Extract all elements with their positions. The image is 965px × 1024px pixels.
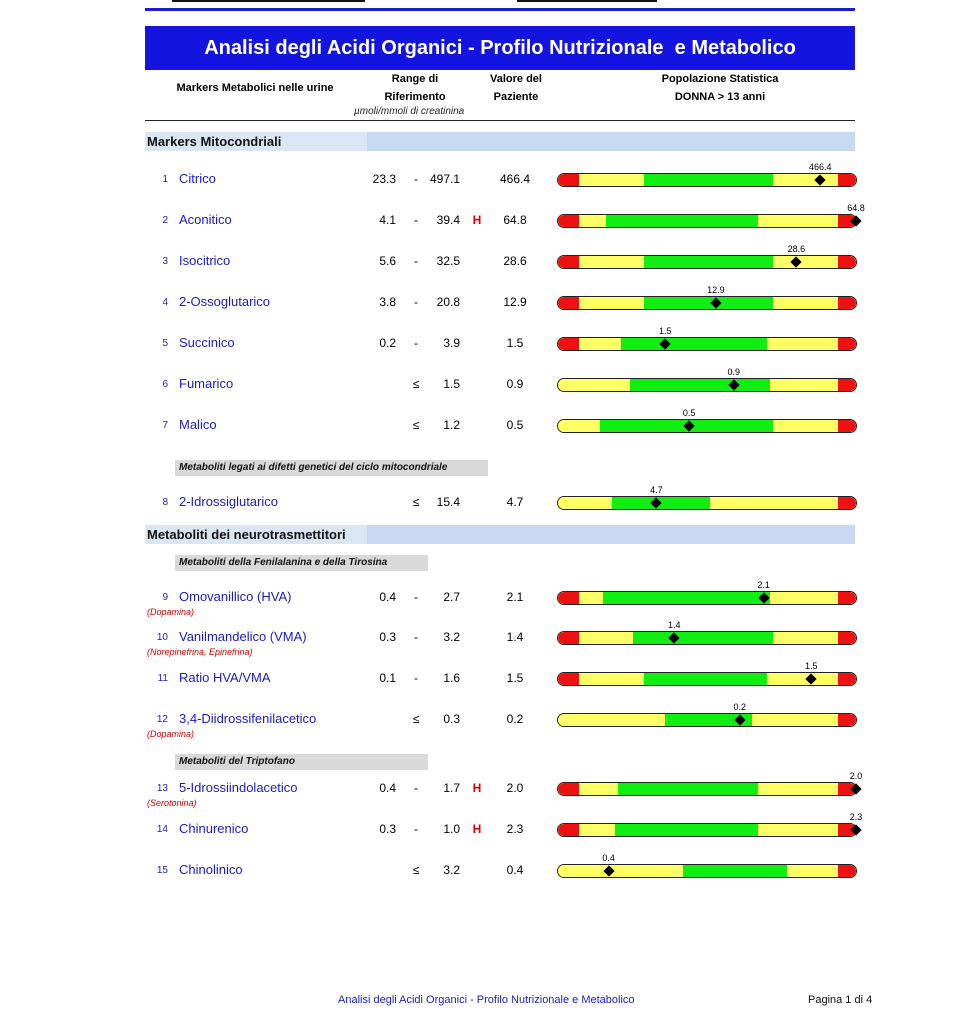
band-red-low — [558, 673, 579, 685]
patient-value: 466.4 — [499, 172, 531, 186]
section-mitocondriali — [145, 132, 855, 151]
range-high: 1.2 — [443, 418, 460, 432]
range-low: 0.4 — [379, 781, 396, 795]
band-red-low — [558, 297, 579, 309]
range-separator: ≤ — [412, 863, 420, 877]
population-bar — [557, 661, 857, 686]
marker-number: 6 — [162, 379, 168, 390]
band-red-low — [558, 824, 579, 836]
band-red-low — [558, 338, 579, 350]
band-red-high — [838, 297, 856, 309]
band-red-low — [558, 592, 579, 604]
section-neurotrasmettitori-label: Metaboliti dei neurotrasmettitori — [145, 525, 367, 544]
marker-note: (Norepinefrina, Epinefrina) — [147, 647, 253, 657]
band-red-high — [838, 497, 856, 509]
patient-value: 4.7 — [506, 495, 524, 509]
patient-value: 2.3 — [506, 822, 524, 836]
marker-name: Isocitrico — [179, 253, 231, 268]
range-low: 0.3 — [379, 630, 396, 644]
patient-marker-label: 1.5 — [659, 326, 672, 336]
range-high: 1.7 — [443, 781, 460, 795]
patient-value: 64.8 — [503, 213, 527, 227]
subsection-fenilalanina-tirosina: Metaboliti della Fenilalanina e della Tirosina — [175, 555, 428, 571]
range-high: 15.4 — [436, 495, 460, 509]
range-separator: - — [414, 671, 418, 685]
population-bar — [557, 367, 857, 392]
marker-name: Omovanillico (HVA) — [179, 589, 292, 604]
header-value — [480, 70, 552, 106]
population-bar — [557, 408, 857, 433]
range-separator: - — [414, 254, 418, 268]
marker-name: Ratio HVA/VMA — [179, 670, 271, 685]
page-title: Analisi degli Acidi Organici - Profilo Nutrizionale e Metabolico — [145, 26, 855, 70]
patient-value: 2.0 — [506, 781, 524, 795]
table-row — [0, 702, 965, 739]
high-flag: H — [472, 822, 482, 836]
band-green — [630, 379, 770, 391]
range-high: 39.4 — [436, 213, 460, 227]
population-bar — [557, 326, 857, 351]
band-green — [618, 783, 758, 795]
patient-marker-label: 0.5 — [682, 408, 696, 418]
population-bar-track — [558, 297, 856, 309]
patient-marker-label: 1.4 — [667, 620, 681, 630]
band-red-low — [558, 215, 579, 227]
range-high: 3.2 — [443, 630, 460, 644]
range-high: 0.3 — [443, 712, 460, 726]
marker-number: 13 — [156, 783, 168, 794]
table-row — [0, 326, 965, 354]
table-row — [0, 771, 965, 808]
patient-marker-label: 12.9 — [707, 285, 725, 295]
band-green — [644, 297, 772, 309]
population-bar — [557, 285, 857, 310]
band-green — [644, 256, 772, 268]
marker-name: Vanilmandelico (VMA) — [179, 629, 307, 644]
range-separator: - — [414, 781, 418, 795]
marker-name: Chinurenico — [179, 821, 249, 836]
table-row — [0, 367, 965, 395]
marker-name: Chinolinico — [179, 862, 243, 877]
top-stub-right — [517, 0, 657, 2]
section-mitocondriali-label: Markers Mitocondriali — [145, 132, 367, 151]
table-row — [0, 580, 965, 617]
range-separator: - — [414, 590, 418, 604]
marker-number: 3 — [162, 256, 168, 267]
range-separator: ≤ — [412, 377, 420, 391]
marker-name: 2-Idrossiglutarico — [179, 494, 278, 509]
band-red-high — [838, 592, 856, 604]
population-bar — [557, 702, 857, 727]
range-separator: - — [414, 822, 418, 836]
marker-note: (Dopamina) — [147, 607, 195, 617]
range-high: 1.5 — [443, 377, 460, 391]
marker-note: (Serotonina) — [147, 798, 197, 808]
patient-value: 0.5 — [506, 418, 524, 432]
table-row — [0, 203, 965, 231]
table-row — [0, 661, 965, 689]
patient-marker-label: 28.6 — [787, 244, 806, 254]
range-high: 1.6 — [443, 671, 460, 685]
header-range-line1: Range di — [391, 73, 439, 85]
marker-number: 2 — [162, 215, 168, 226]
header-range — [360, 70, 470, 106]
range-separator: ≤ — [412, 712, 420, 726]
patient-marker-label: 4.7 — [650, 485, 663, 495]
range-low: 0.4 — [379, 590, 396, 604]
band-green — [644, 673, 766, 685]
table-row — [0, 162, 965, 190]
range-high: 3.9 — [443, 336, 460, 350]
population-bar-track — [558, 783, 856, 795]
marker-number: 9 — [162, 592, 168, 603]
range-low: 4.1 — [379, 213, 396, 227]
range-high: 1.0 — [443, 822, 460, 836]
patient-marker-label: 2.0 — [849, 771, 863, 781]
range-low: 0.2 — [379, 336, 396, 350]
population-bar-track — [558, 256, 856, 268]
marker-name: 5-Idrossiindolacetico — [179, 780, 298, 795]
population-bar — [557, 771, 863, 796]
footer-title: Analisi degli Acidi Organici - Profilo Nutrizionale e Metabolico — [338, 994, 635, 1006]
marker-number: 10 — [156, 632, 168, 643]
population-bar — [557, 203, 865, 228]
header-value-line2: Paziente — [493, 91, 539, 103]
band-green — [633, 632, 773, 644]
population-bar-track — [558, 379, 856, 391]
header-markers: Markers Metabolici nelle urine — [176, 82, 334, 94]
marker-name: Succinico — [179, 335, 235, 350]
high-flag: H — [472, 213, 482, 227]
table-row — [0, 853, 965, 881]
range-separator: - — [414, 213, 418, 227]
population-bar-track — [558, 592, 856, 604]
header-population-line1: Popolazione Statistica — [661, 73, 779, 85]
range-high: 20.8 — [436, 295, 460, 309]
range-high: 32.5 — [436, 254, 460, 268]
range-low: 3.8 — [379, 295, 396, 309]
patient-marker-label: 2.1 — [757, 580, 770, 590]
top-rule — [145, 8, 855, 11]
marker-number: 5 — [162, 338, 168, 349]
table-row — [0, 285, 965, 313]
range-low: 0.3 — [379, 822, 396, 836]
range-high: 2.7 — [443, 590, 460, 604]
table-row — [0, 244, 965, 272]
top-stub-left — [172, 0, 365, 2]
band-green — [603, 592, 770, 604]
table-row — [0, 620, 965, 657]
population-bar-track — [558, 497, 856, 509]
table-row — [0, 408, 965, 436]
header-value-line1: Valore del — [490, 73, 542, 85]
band-red-high — [838, 865, 856, 877]
patient-value: 1.5 — [506, 671, 524, 685]
range-separator: ≤ — [412, 418, 420, 432]
marker-name: Citrico — [179, 171, 216, 186]
patient-value: 0.4 — [506, 863, 524, 877]
band-red-low — [558, 783, 579, 795]
header-range-line2: Riferimento — [384, 91, 446, 103]
population-bar-track — [558, 420, 856, 432]
high-flag: H — [472, 781, 482, 795]
population-bar — [557, 244, 857, 269]
range-high: 497.1 — [429, 172, 460, 186]
marker-number: 4 — [162, 297, 168, 308]
patient-marker-label: 2.3 — [849, 812, 863, 822]
band-green — [683, 865, 787, 877]
population-bar-track — [558, 215, 856, 227]
patient-value: 2.1 — [506, 590, 524, 604]
marker-number: 14 — [156, 824, 168, 835]
marker-number: 12 — [156, 714, 168, 725]
range-high: 3.2 — [443, 863, 460, 877]
band-red-high — [838, 673, 856, 685]
footer-page-number: Pagina 1 di 4 — [808, 994, 873, 1006]
population-bar — [557, 162, 857, 187]
patient-marker-label: 466.4 — [808, 162, 832, 172]
range-low: 23.3 — [372, 172, 396, 186]
population-bar-track — [558, 632, 856, 644]
marker-name: 3,4-Diidrossifenilacetico — [179, 711, 317, 726]
subsection-difetti-genetici: Metaboliti legati ai difetti genetici del ciclo mitocondriale — [175, 460, 488, 476]
patient-value: 1.4 — [506, 630, 524, 644]
population-bar — [557, 580, 857, 605]
population-bar-track — [558, 174, 856, 186]
population-bar — [557, 620, 857, 645]
band-green — [621, 338, 767, 350]
band-red-low — [558, 174, 579, 186]
population-bar-track — [558, 824, 856, 836]
patient-value: 12.9 — [503, 295, 527, 309]
range-low: 0.1 — [379, 671, 396, 685]
band-red-high — [838, 632, 856, 644]
table-row — [0, 485, 965, 513]
population-bar — [557, 853, 857, 878]
population-bar-track — [558, 338, 856, 350]
range-separator: - — [414, 336, 418, 350]
band-red-high — [838, 174, 856, 186]
band-red-high — [838, 714, 856, 726]
header-rule — [145, 120, 855, 121]
marker-name: Aconitico — [179, 212, 232, 227]
patient-marker-label: 0.9 — [727, 367, 741, 377]
range-separator: - — [414, 295, 418, 309]
band-green — [606, 215, 758, 227]
population-bar-track — [558, 714, 856, 726]
subsection-triptofano: Metaboliti del Triptofano — [175, 754, 428, 770]
section-neurotrasmettitori — [145, 525, 855, 544]
marker-number: 11 — [157, 673, 168, 684]
marker-note: (Dopamina) — [147, 729, 195, 739]
patient-marker-label: 64.8 — [847, 203, 865, 213]
band-green — [615, 824, 758, 836]
range-separator: - — [414, 172, 418, 186]
band-red-low — [558, 256, 579, 268]
header-population — [620, 70, 820, 106]
patient-value: 0.9 — [506, 377, 524, 391]
range-low: 5.6 — [379, 254, 396, 268]
patient-marker-label: 1.5 — [805, 661, 818, 671]
table-row — [0, 812, 965, 840]
marker-name: Fumarico — [179, 376, 234, 391]
band-red-high — [838, 420, 856, 432]
marker-name: 2-Ossoglutarico — [179, 294, 271, 309]
patient-value: 1.5 — [506, 336, 524, 350]
band-green — [644, 174, 772, 186]
marker-number: 15 — [156, 865, 168, 876]
patient-value: 0.2 — [506, 712, 524, 726]
patient-marker-label: 0.4 — [602, 853, 615, 863]
marker-number: 8 — [162, 497, 168, 508]
patient-value: 28.6 — [503, 254, 527, 268]
range-separator: ≤ — [412, 495, 420, 509]
header-units: µmoli/mmoli di creatinina — [354, 106, 465, 117]
band-red-high — [838, 379, 856, 391]
marker-number: 1 — [162, 174, 168, 185]
band-red-low — [558, 632, 579, 644]
header-population-line2: DONNA > 13 anni — [674, 91, 766, 103]
band-red-high — [838, 338, 856, 350]
band-red-high — [838, 256, 856, 268]
marker-number: 7 — [162, 420, 168, 431]
population-bar — [557, 485, 857, 510]
patient-marker-label: 0.2 — [733, 702, 747, 712]
marker-name: Malico — [179, 417, 217, 432]
range-separator: - — [414, 630, 418, 644]
population-bar — [557, 812, 863, 837]
